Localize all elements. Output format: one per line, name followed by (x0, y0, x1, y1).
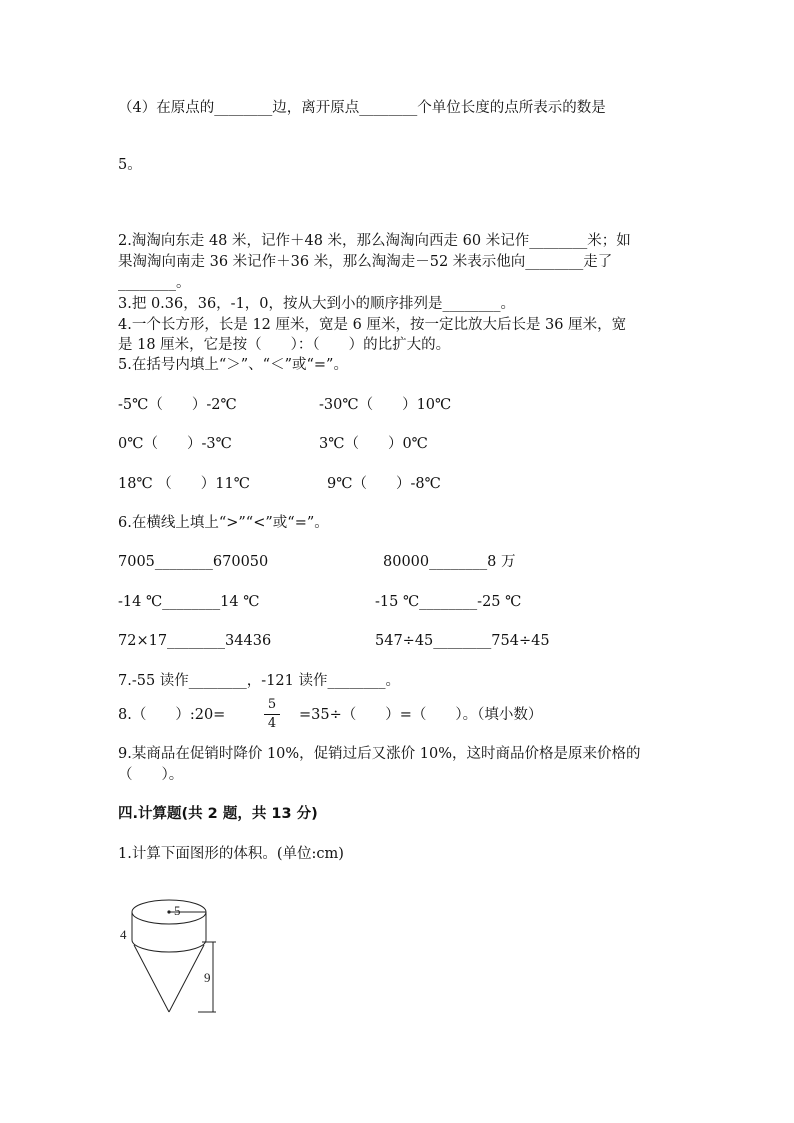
question-6-row1-left: 7005________670050 (118, 554, 269, 570)
question-9-line-1: 9.某商品在促销时降价 10%，促销过后又涨价 10%，这时商品价格是原来价格的 (118, 746, 641, 762)
calc-question-1: 1.计算下面图形的体积。(单位:cm) (118, 846, 344, 862)
question-8-fraction (262, 697, 282, 732)
question-2-line-1: 2.淘淘向东走 48 米，记作＋48 米，那么淘淘向西走 60 米记作________米；如 (118, 233, 631, 249)
cylinder-cone-figure (112, 890, 232, 1020)
cylinder-bottom-arc (132, 940, 206, 952)
question-6-prompt: 6.在横线上填上“>”“<”或“=”。 (118, 515, 329, 531)
question-9-line-2: （ ）。 (118, 767, 184, 783)
question-3: 3.把 0.36，36，-1，0，按从大到小的顺序排列是________。 (118, 296, 516, 312)
question-4-subitem-line-2: 5。 (118, 157, 142, 173)
question-5-row1-right: -30℃（ ）10℃ (319, 397, 452, 413)
radius-label: 5 (174, 903, 181, 918)
question-4-subitem-line-1: （4）在原点的________边，离开原点________个单位长度的点所表示的数是 (118, 100, 606, 116)
question-5-row2-left: 0℃（ ）-3℃ (118, 436, 232, 452)
question-5-row3-left: 18℃ （ ）11℃ (118, 476, 250, 492)
cone-left-edge (134, 945, 169, 1012)
question-7: 7.-55 读作________，-121 读作________。 (118, 673, 400, 689)
question-6-row2-right: -15 ℃________-25 ℃ (375, 594, 522, 610)
question-5-prompt: 5.在括号内填上“＞”、“＜”或“=”。 (118, 357, 348, 373)
question-6-row1-right: 80000________8 万 (383, 554, 516, 570)
cone-right-edge (169, 945, 204, 1012)
question-5-row1-left: -5℃（ ）-2℃ (118, 397, 237, 413)
question-2-line-3: ________。 (118, 275, 191, 291)
question-4-line-1: 4.一个长方形，长是 12 厘米，宽是 6 厘米，按一定比放大后长是 36 厘米，宽 (118, 317, 627, 333)
question-6-row2-left: -14 ℃________14 ℃ (118, 594, 260, 610)
cylinder-height-label: 4 (120, 927, 127, 942)
question-6-row3-left: 72×17________34436 (118, 633, 272, 649)
question-5-row3-right: 9℃（ ）-8℃ (327, 476, 441, 492)
question-2-line-2: 果淘淘向南走 36 米记作＋36 米，那么淘淘走－52 米表示他向________走了 (118, 254, 613, 270)
section-4-heading: 四.计算题(共 2 题，共 13 分) (118, 806, 318, 822)
question-6-row3-right: 547÷45________754÷45 (375, 633, 550, 649)
fraction-numerator: 5 (267, 697, 277, 712)
fraction-bar (264, 714, 280, 715)
fraction-denominator: 4 (267, 716, 277, 731)
question-4-line-2: 是 18 厘米，它是按（ ）：（ ）的比扩大的。 (118, 337, 451, 353)
question-8-part-2: =35÷（ ）=（ ）。（填小数） (299, 707, 543, 723)
question-5-row2-right: 3℃（ ）0℃ (319, 436, 428, 452)
cone-height-label: 9 (204, 970, 211, 985)
question-8-part-1: 8.（ ）:20= (118, 707, 226, 723)
